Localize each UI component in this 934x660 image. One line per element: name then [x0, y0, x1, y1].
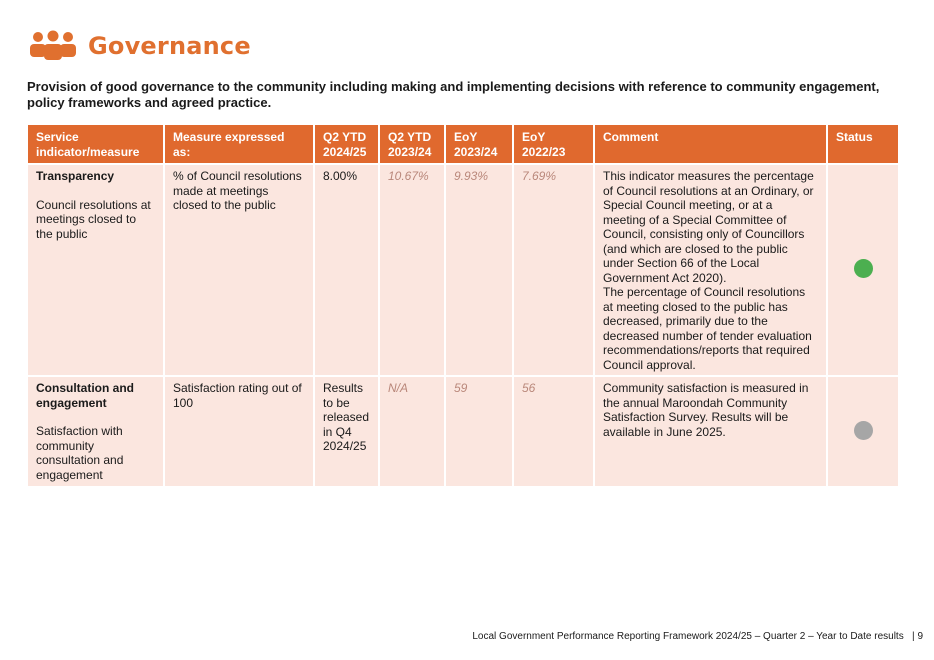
comment-paragraph: This indicator measures the percentage of Council resolutions at an Ordinary, or Special Council meeting, or at a meeting of a Special Committee of Council, consisting only of Councillors (and which are closed to the public under Section 66 of the Local Government Act 2020). — [603, 169, 814, 285]
footer-separator: | — [912, 631, 915, 642]
eoy-2022-23-cell: 56 — [514, 375, 593, 486]
status-cell — [828, 163, 898, 375]
intro-paragraph: Provision of good governance to the community including making and implementing decisions with reference to community engagement, policy frameworks and agreed practice. — [27, 79, 880, 110]
people-group-icon — [28, 30, 78, 62]
q2ytd-2024-25-cell: 8.00% — [315, 163, 378, 375]
status-indicator-grey — [854, 421, 873, 440]
table-row — [28, 375, 898, 486]
indicator-description: Council resolutions at meetings closed to the public — [36, 197, 151, 241]
q2ytd-2024-25-cell: Results to be released in Q4 2024/25 — [315, 375, 378, 486]
governance-table — [26, 125, 900, 486]
page-number: 9 — [917, 631, 923, 642]
table-row — [28, 163, 898, 375]
measure-cell: Satisfaction rating out of 100 — [165, 375, 313, 486]
table-header-row — [28, 125, 898, 163]
header-indicator: Service indicator/measure — [28, 125, 163, 163]
indicator-title: Consultation and engagement — [36, 381, 134, 410]
comment-paragraph: The percentage of Council resolutions at meeting closed to the public has decreased, primarily due to the decreased number of tender evaluation recommendations/reports that required Council approval. — [603, 285, 812, 372]
header-eoy-2022-23: EoY 2022/23 — [514, 125, 593, 163]
eoy-2022-23-cell: 7.69% — [514, 163, 593, 375]
comment-cell: Community satisfaction is measured in the annual Maroondah Community Satisfaction Survey. Results will be available in June 2025. — [595, 375, 826, 486]
page-footer — [472, 631, 923, 642]
header-q2ytd-2023-24: Q2 YTD 2023/24 — [380, 125, 444, 163]
q2ytd-2023-24-cell: N/A — [380, 375, 444, 486]
header-eoy-2023-24: EoY 2023/24 — [446, 125, 512, 163]
page-header — [28, 30, 251, 62]
header-q2ytd-2024-25: Q2 YTD 2024/25 — [315, 125, 378, 163]
header-measure: Measure expressed as: — [165, 125, 313, 163]
header-status: Status — [828, 125, 898, 163]
page-title: Governance — [88, 32, 251, 60]
eoy-2023-24-cell: 59 — [446, 375, 512, 486]
header-comment: Comment — [595, 125, 826, 163]
status-cell — [828, 375, 898, 486]
indicator-cell — [28, 163, 163, 375]
status-indicator-green — [854, 259, 873, 278]
footer-text: Local Government Performance Reporting Framework 2024/25 – Quarter 2 – Year to Date results — [472, 631, 904, 642]
indicator-description: Satisfaction with community consultation and engagement — [36, 424, 124, 482]
measure-cell: % of Council resolutions made at meetings closed to the public — [165, 163, 313, 375]
indicator-title: Transparency — [36, 169, 115, 183]
eoy-2023-24-cell: 9.93% — [446, 163, 512, 375]
q2ytd-2023-24-cell: 10.67% — [380, 163, 444, 375]
comment-cell — [595, 163, 826, 375]
indicator-cell — [28, 375, 163, 486]
